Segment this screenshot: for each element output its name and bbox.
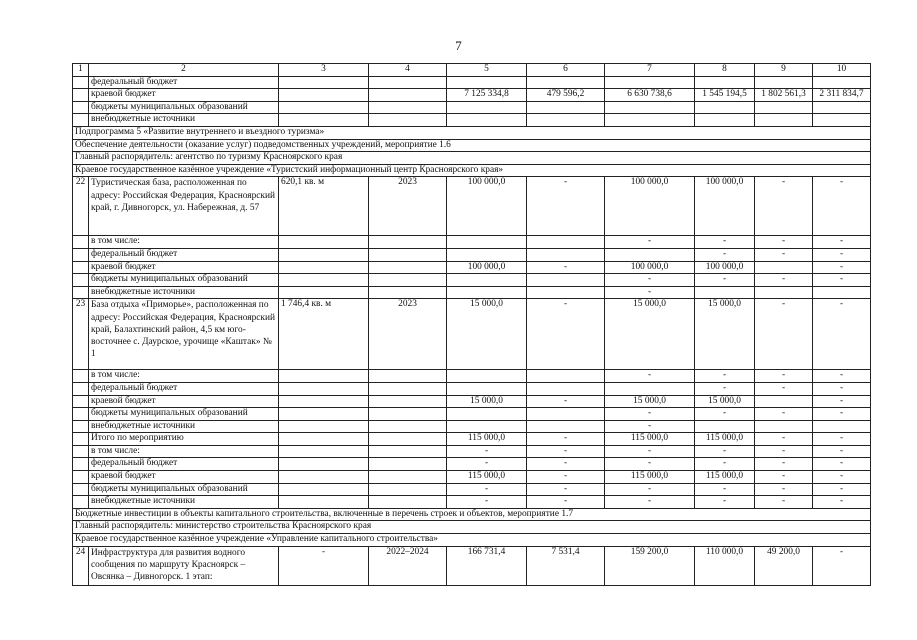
amount-cell: - bbox=[813, 299, 871, 370]
amount-cell: - bbox=[813, 546, 871, 585]
object-row bbox=[73, 299, 871, 370]
amount-cell: - bbox=[813, 177, 871, 236]
table-row bbox=[73, 114, 871, 127]
row-label: в том числе: bbox=[89, 370, 279, 383]
amount-cell bbox=[695, 114, 755, 127]
amount-cell bbox=[605, 114, 695, 127]
year-cell bbox=[369, 248, 447, 261]
capacity-cell bbox=[279, 274, 369, 287]
capacity-cell bbox=[279, 408, 369, 421]
amount-cell: - bbox=[813, 433, 871, 446]
amount-cell bbox=[605, 76, 695, 89]
year-cell bbox=[369, 274, 447, 287]
amount-cell bbox=[527, 408, 605, 421]
amount-cell: - bbox=[755, 433, 813, 446]
row-label: бюджеты муниципальных образований bbox=[89, 408, 279, 421]
section-title: Бюджетные инвестиции в объекты капитального строительства, включенные в перечень строек и объектов, мероприятие 1.7 bbox=[73, 508, 871, 521]
row-number bbox=[73, 496, 89, 509]
row-label: в том числе: bbox=[89, 445, 279, 458]
year-cell bbox=[369, 286, 447, 299]
table-row bbox=[73, 89, 871, 102]
amount-cell: - bbox=[695, 370, 755, 383]
row-label: в том числе: bbox=[89, 236, 279, 249]
amount-cell: - bbox=[447, 483, 527, 496]
amount-cell: 15 000,0 bbox=[447, 299, 527, 370]
year-cell bbox=[369, 408, 447, 421]
amount-cell bbox=[755, 420, 813, 433]
amount-cell: - bbox=[605, 458, 695, 471]
amount-cell: - bbox=[755, 496, 813, 509]
row-label: краевой бюджет bbox=[89, 89, 279, 102]
amount-cell: - bbox=[447, 496, 527, 509]
section-title: Обеспечение деятельности (оказание услуг) подведомственных учреждений, мероприятие 1.6 bbox=[73, 139, 871, 152]
amount-cell: 15 000,0 bbox=[695, 299, 755, 370]
section-row bbox=[73, 126, 871, 139]
year-cell bbox=[369, 114, 447, 127]
row-number bbox=[73, 101, 89, 114]
row-number: 23 bbox=[73, 299, 89, 370]
amount-cell: - bbox=[813, 395, 871, 408]
amount-cell bbox=[527, 286, 605, 299]
amount-cell bbox=[813, 101, 871, 114]
amount-cell: 110 000,0 bbox=[695, 546, 755, 585]
amount-cell: 15 000,0 bbox=[605, 299, 695, 370]
amount-cell: - bbox=[605, 274, 695, 287]
amount-cell: 100 000,0 bbox=[447, 177, 527, 236]
amount-cell: - bbox=[755, 370, 813, 383]
amount-cell bbox=[527, 76, 605, 89]
amount-cell: - bbox=[813, 261, 871, 274]
year-cell bbox=[369, 458, 447, 471]
amount-cell: 115 000,0 bbox=[605, 471, 695, 484]
budget-table bbox=[72, 63, 871, 586]
amount-cell bbox=[447, 76, 527, 89]
amount-cell bbox=[755, 114, 813, 127]
amount-cell: - bbox=[695, 408, 755, 421]
section-row bbox=[73, 521, 871, 534]
row-label: Итого по мероприятию bbox=[89, 433, 279, 446]
row-number bbox=[73, 286, 89, 299]
table-row bbox=[73, 382, 871, 395]
amount-cell: 6 630 738,6 bbox=[605, 89, 695, 102]
amount-cell: - bbox=[813, 236, 871, 249]
column-header: 2 bbox=[89, 64, 279, 77]
amount-cell: - bbox=[755, 445, 813, 458]
amount-cell: - bbox=[605, 408, 695, 421]
row-number bbox=[73, 471, 89, 484]
amount-cell: - bbox=[447, 458, 527, 471]
amount-cell: - bbox=[605, 286, 695, 299]
year-cell bbox=[369, 382, 447, 395]
capacity-cell bbox=[279, 248, 369, 261]
amount-cell: - bbox=[527, 261, 605, 274]
amount-cell: 49 200,0 bbox=[755, 546, 813, 585]
amount-cell bbox=[447, 114, 527, 127]
row-label: федеральный бюджет bbox=[89, 248, 279, 261]
section-title: Главный распорядитель: министерство строительства Красноярского края bbox=[73, 521, 871, 534]
capacity-cell: 1 746,4 кв. м bbox=[279, 299, 369, 370]
capacity-cell bbox=[279, 261, 369, 274]
amount-cell bbox=[755, 395, 813, 408]
amount-cell: - bbox=[527, 471, 605, 484]
row-number bbox=[73, 445, 89, 458]
amount-cell bbox=[447, 420, 527, 433]
amount-cell bbox=[605, 248, 695, 261]
amount-cell: - bbox=[755, 248, 813, 261]
year-cell bbox=[369, 445, 447, 458]
amount-cell: - bbox=[605, 483, 695, 496]
row-number bbox=[73, 433, 89, 446]
row-label: федеральный бюджет bbox=[89, 76, 279, 89]
amount-cell: 100 000,0 bbox=[695, 261, 755, 274]
amount-cell: - bbox=[527, 299, 605, 370]
amount-cell: - bbox=[755, 471, 813, 484]
amount-cell bbox=[605, 101, 695, 114]
column-header: 5 bbox=[447, 64, 527, 77]
capacity-cell bbox=[279, 483, 369, 496]
amount-cell bbox=[755, 261, 813, 274]
amount-cell: 115 000,0 bbox=[447, 433, 527, 446]
row-label: внебюджетные источники bbox=[89, 420, 279, 433]
amount-cell: 159 200,0 bbox=[605, 546, 695, 585]
row-label: бюджеты муниципальных образований bbox=[89, 483, 279, 496]
column-header: 8 bbox=[695, 64, 755, 77]
row-label: внебюджетные источники bbox=[89, 496, 279, 509]
amount-cell bbox=[605, 382, 695, 395]
amount-cell bbox=[527, 370, 605, 383]
row-label: федеральный бюджет bbox=[89, 382, 279, 395]
amount-cell: 100 000,0 bbox=[695, 177, 755, 236]
row-label: Туристическая база, расположенная по адресу: Российская Федерация, Красноярский край, г. Дивногорск, ул. Набережная, д. 57 bbox=[89, 177, 279, 236]
section-row bbox=[73, 534, 871, 547]
capacity-cell bbox=[279, 395, 369, 408]
amount-cell: 7 125 334,8 bbox=[447, 89, 527, 102]
amount-cell: - bbox=[755, 382, 813, 395]
column-header: 10 bbox=[813, 64, 871, 77]
amount-cell: 15 000,0 bbox=[695, 395, 755, 408]
amount-cell: - bbox=[527, 177, 605, 236]
row-number bbox=[73, 274, 89, 287]
row-number bbox=[73, 408, 89, 421]
year-cell: 2022–2024 bbox=[369, 546, 447, 585]
amount-cell bbox=[527, 101, 605, 114]
row-label: внебюджетные источники bbox=[89, 286, 279, 299]
amount-cell: - bbox=[813, 471, 871, 484]
amount-cell: - bbox=[605, 370, 695, 383]
amount-cell bbox=[695, 286, 755, 299]
amount-cell: - bbox=[813, 445, 871, 458]
amount-cell: - bbox=[813, 382, 871, 395]
object-row bbox=[73, 177, 871, 236]
amount-cell: 166 731,4 bbox=[447, 546, 527, 585]
amount-cell: - bbox=[695, 445, 755, 458]
amount-cell: - bbox=[605, 236, 695, 249]
amount-cell bbox=[447, 382, 527, 395]
amount-cell: 115 000,0 bbox=[695, 471, 755, 484]
amount-cell bbox=[447, 274, 527, 287]
capacity-cell bbox=[279, 114, 369, 127]
page-number: 7 bbox=[455, 38, 462, 53]
year-cell bbox=[369, 471, 447, 484]
amount-cell: - bbox=[813, 274, 871, 287]
capacity-cell bbox=[279, 89, 369, 102]
amount-cell bbox=[447, 370, 527, 383]
amount-cell bbox=[527, 420, 605, 433]
table-row bbox=[73, 101, 871, 114]
row-number bbox=[73, 114, 89, 127]
table-row bbox=[73, 433, 871, 446]
amount-cell bbox=[527, 382, 605, 395]
amount-cell bbox=[813, 114, 871, 127]
row-number bbox=[73, 483, 89, 496]
amount-cell: - bbox=[755, 408, 813, 421]
year-cell bbox=[369, 496, 447, 509]
table-row bbox=[73, 76, 871, 89]
amount-cell: - bbox=[755, 236, 813, 249]
amount-cell: - bbox=[695, 236, 755, 249]
capacity-cell bbox=[279, 236, 369, 249]
amount-cell: - bbox=[527, 483, 605, 496]
amount-cell: 115 000,0 bbox=[695, 433, 755, 446]
row-number bbox=[73, 236, 89, 249]
table-row bbox=[73, 471, 871, 484]
amount-cell: - bbox=[755, 274, 813, 287]
row-label: краевой бюджет bbox=[89, 395, 279, 408]
amount-cell bbox=[447, 408, 527, 421]
column-header: 4 bbox=[369, 64, 447, 77]
section-title: Подпрограмма 5 «Развитие внутреннего и въездного туризма» bbox=[73, 126, 871, 139]
capacity-cell bbox=[279, 496, 369, 509]
year-cell bbox=[369, 236, 447, 249]
capacity-cell bbox=[279, 286, 369, 299]
amount-cell bbox=[813, 286, 871, 299]
row-number bbox=[73, 76, 89, 89]
row-number bbox=[73, 458, 89, 471]
row-number: 22 bbox=[73, 177, 89, 236]
amount-cell: - bbox=[695, 496, 755, 509]
amount-cell: - bbox=[695, 458, 755, 471]
row-label: бюджеты муниципальных образований bbox=[89, 274, 279, 287]
amount-cell: 479 596,2 bbox=[527, 89, 605, 102]
capacity-cell: 620,1 кв. м bbox=[279, 177, 369, 236]
year-cell bbox=[369, 433, 447, 446]
amount-cell: 15 000,0 bbox=[605, 395, 695, 408]
amount-cell: 115 000,0 bbox=[605, 433, 695, 446]
amount-cell: - bbox=[695, 274, 755, 287]
year-cell bbox=[369, 101, 447, 114]
row-label: краевой бюджет bbox=[89, 261, 279, 274]
amount-cell: 1 802 561,3 bbox=[755, 89, 813, 102]
year-cell bbox=[369, 395, 447, 408]
row-number bbox=[73, 248, 89, 261]
row-number bbox=[73, 395, 89, 408]
amount-cell: - bbox=[695, 483, 755, 496]
amount-cell: - bbox=[813, 408, 871, 421]
amount-cell bbox=[813, 420, 871, 433]
amount-cell bbox=[527, 236, 605, 249]
capacity-cell bbox=[279, 445, 369, 458]
table-row bbox=[73, 483, 871, 496]
amount-cell: - bbox=[527, 433, 605, 446]
amount-cell bbox=[527, 248, 605, 261]
amount-cell: - bbox=[755, 458, 813, 471]
column-header: 3 bbox=[279, 64, 369, 77]
year-cell bbox=[369, 420, 447, 433]
year-cell: 2023 bbox=[369, 177, 447, 236]
year-cell bbox=[369, 261, 447, 274]
row-label: внебюджетные источники bbox=[89, 114, 279, 127]
amount-cell: - bbox=[813, 370, 871, 383]
amount-cell bbox=[695, 420, 755, 433]
amount-cell: - bbox=[755, 177, 813, 236]
row-number bbox=[73, 420, 89, 433]
capacity-cell bbox=[279, 101, 369, 114]
amount-cell: - bbox=[527, 395, 605, 408]
amount-cell: - bbox=[755, 299, 813, 370]
amount-cell: 115 000,0 bbox=[447, 471, 527, 484]
section-row bbox=[73, 152, 871, 165]
row-number bbox=[73, 261, 89, 274]
amount-cell: 2 311 834,7 bbox=[813, 89, 871, 102]
amount-cell: - bbox=[605, 420, 695, 433]
table-row bbox=[73, 236, 871, 249]
amount-cell: - bbox=[755, 483, 813, 496]
amount-cell: - bbox=[813, 458, 871, 471]
table-row bbox=[73, 248, 871, 261]
table-row bbox=[73, 370, 871, 383]
capacity-cell bbox=[279, 420, 369, 433]
amount-cell: 100 000,0 bbox=[605, 261, 695, 274]
row-label: База отдыха «Приморье», расположенная по адресу: Российская Федерация, Красноярский край, Балахтинский район, 4,5 км юго-восточнее с. Даурское, урочище «Каштак» № 1 bbox=[89, 299, 279, 370]
amount-cell bbox=[527, 114, 605, 127]
amount-cell bbox=[755, 286, 813, 299]
amount-cell bbox=[447, 101, 527, 114]
amount-cell bbox=[755, 76, 813, 89]
section-row bbox=[73, 164, 871, 177]
amount-cell: 1 545 194,5 bbox=[695, 89, 755, 102]
table-row bbox=[73, 274, 871, 287]
capacity-cell bbox=[279, 458, 369, 471]
row-label: Инфраструктура для развития водного сообщения по маршруту Красноярск – Овсянка – Дивногорск. 1 этап: bbox=[89, 546, 279, 585]
amount-cell: - bbox=[527, 496, 605, 509]
table-row bbox=[73, 496, 871, 509]
column-header: 6 bbox=[527, 64, 605, 77]
year-cell bbox=[369, 483, 447, 496]
section-title: Главный распорядитель: агентство по туризму Красноярского края bbox=[73, 152, 871, 165]
year-cell bbox=[369, 370, 447, 383]
amount-cell: - bbox=[813, 496, 871, 509]
amount-cell bbox=[447, 286, 527, 299]
table-row bbox=[73, 261, 871, 274]
table-row bbox=[73, 286, 871, 299]
row-number: 24 bbox=[73, 546, 89, 585]
amount-cell: - bbox=[605, 445, 695, 458]
amount-cell bbox=[813, 76, 871, 89]
object-row bbox=[73, 546, 871, 585]
year-cell: 2023 bbox=[369, 299, 447, 370]
column-header: 9 bbox=[755, 64, 813, 77]
capacity-cell bbox=[279, 76, 369, 89]
capacity-cell bbox=[279, 382, 369, 395]
section-title: Краевое государственное казённое учреждение «Туристский информационный центр Красноярского края» bbox=[73, 164, 871, 177]
table-row bbox=[73, 395, 871, 408]
header-row bbox=[73, 64, 871, 77]
row-number bbox=[73, 382, 89, 395]
amount-cell bbox=[695, 101, 755, 114]
table-row bbox=[73, 420, 871, 433]
capacity-cell bbox=[279, 433, 369, 446]
column-header: 1 bbox=[73, 64, 89, 77]
section-row bbox=[73, 508, 871, 521]
capacity-cell bbox=[279, 370, 369, 383]
amount-cell: - bbox=[695, 382, 755, 395]
amount-cell: 7 531,4 bbox=[527, 546, 605, 585]
amount-cell: - bbox=[813, 483, 871, 496]
table-row bbox=[73, 408, 871, 421]
row-label: федеральный бюджет bbox=[89, 458, 279, 471]
table-row bbox=[73, 458, 871, 471]
row-label: бюджеты муниципальных образований bbox=[89, 101, 279, 114]
year-cell bbox=[369, 89, 447, 102]
row-number bbox=[73, 89, 89, 102]
amount-cell bbox=[527, 274, 605, 287]
amount-cell: - bbox=[605, 496, 695, 509]
amount-cell: - bbox=[527, 458, 605, 471]
section-row bbox=[73, 139, 871, 152]
amount-cell: 100 000,0 bbox=[605, 177, 695, 236]
section-title: Краевое государственное казённое учреждение «Управление капитального строительства» bbox=[73, 534, 871, 547]
amount-cell: - bbox=[527, 445, 605, 458]
amount-cell bbox=[447, 236, 527, 249]
column-header: 7 bbox=[605, 64, 695, 77]
row-label: краевой бюджет bbox=[89, 471, 279, 484]
amount-cell bbox=[695, 76, 755, 89]
amount-cell: - bbox=[447, 445, 527, 458]
amount-cell bbox=[447, 248, 527, 261]
amount-cell: 15 000,0 bbox=[447, 395, 527, 408]
table-row bbox=[73, 445, 871, 458]
capacity-cell: - bbox=[279, 546, 369, 585]
amount-cell: - bbox=[813, 248, 871, 261]
year-cell bbox=[369, 76, 447, 89]
amount-cell: - bbox=[695, 248, 755, 261]
amount-cell bbox=[755, 101, 813, 114]
row-number bbox=[73, 370, 89, 383]
amount-cell: 100 000,0 bbox=[447, 261, 527, 274]
capacity-cell bbox=[279, 471, 369, 484]
